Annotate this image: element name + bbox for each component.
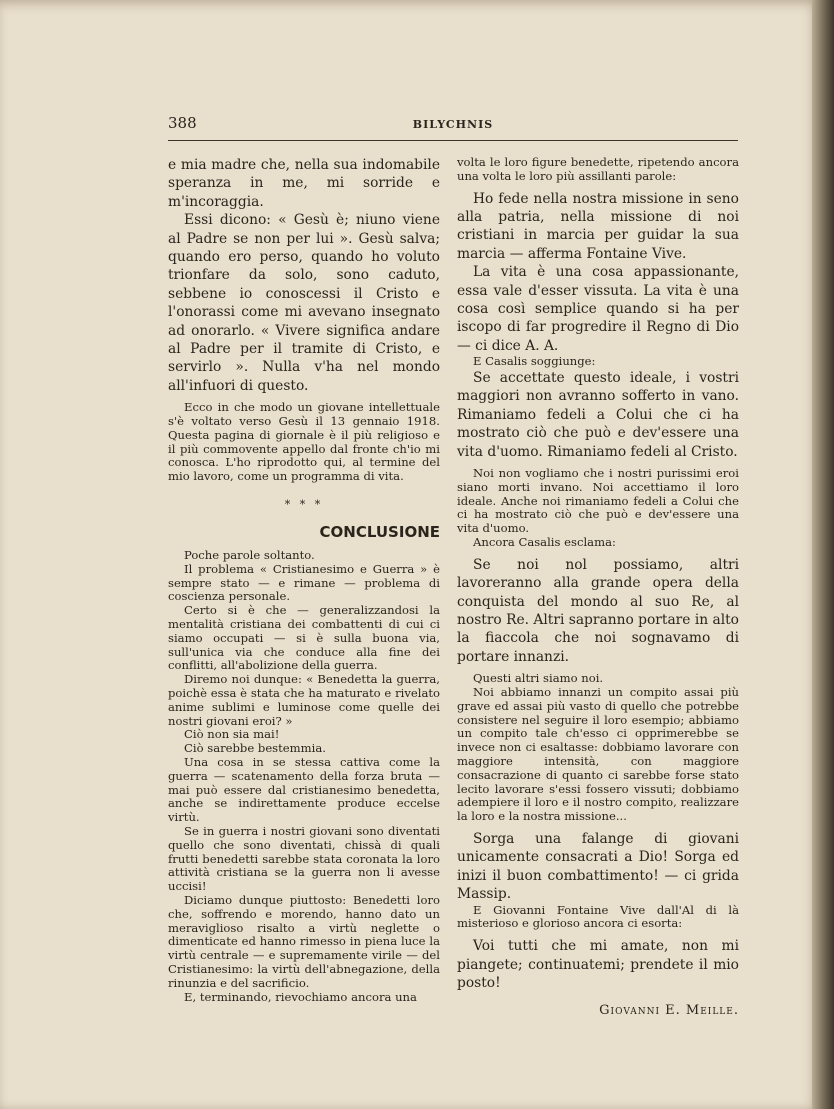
running-title: BILYCHNIS xyxy=(412,118,494,131)
paragraph: e mia madre che, nella sua indomabile speranza in me, mi sorride e m'incoraggia. xyxy=(168,157,440,210)
left-column-bottom xyxy=(168,549,440,1004)
paragraph: Noi abbiamo innanzi un compito assai più grave ed assai più vasto di quello che potrebbe consistere nel seguire il loro esempio; abbiamo un compito tale ch'esso ci opprimerebbe se invece non ci esaltasse: dobbiamo lavorare con maggiore intensità, con maggiore consacrazione di quanto ci sarebbe forse stato lecito lavorare s'essi fossero vissuti; dobbiamo adempiere il loro e il nostro compito, realizzare la loro e la nostra missione... xyxy=(457,685,739,824)
paragraph: Ciò non sia mai! xyxy=(184,727,280,742)
paragraph: Certo si è che — generalizzandosi la mentalità cristiana dei combattenti di cui ci siamo occupati — si è sulla buona via, sull'unica via che conduce alla fine dei conflitti, all'abolizione della guerra. xyxy=(168,603,440,673)
left-column-top xyxy=(168,156,440,484)
paragraph: Ho fede nella nostra missione in seno alla patria, nella missione di noi cristiani in marcia per guidar la sua marcia — afferma Fontaine Vive. xyxy=(457,190,739,262)
left-column xyxy=(168,156,440,1004)
paragraph: E Casalis soggiunge: xyxy=(473,354,596,369)
paragraph: La vita è una cosa appassionante, essa vale d'esser vissuta. La vita è una cosa così semplice quando si ha per iscopo di far progredire il Regno di Dio — ci dice A. A. xyxy=(457,264,739,354)
paragraph: Diciamo dunque piuttosto: Benedetti loro che, soffrendo e morendo, hanno dato un meraviglioso risalto a virtù neglette o dimenticate ed hanno rimesso in piena luce la virtù centrale — e supremamente virile — del Cristianesimo: la virtù dell'abnegazione, della rinunzia e del sacrificio. xyxy=(168,892,440,990)
paragraph: E, terminando, rievochiamo ancora una xyxy=(184,989,417,1004)
paragraph: Una cosa in se stessa cattiva come la guerra — scatenamento della forza bruta — mai può essere dal cristianesimo benedetta, anche se indirettamente produce eccelse virtù. xyxy=(168,755,440,825)
paragraph: Sorga una falange di giovani unicamente consacrati a Dio! Sorga ed inizi il buon combattimento! — ci grida Massip. xyxy=(457,831,739,903)
page-number: 388 xyxy=(168,114,197,132)
paragraph: Ancora Casalis esclama: xyxy=(473,535,616,550)
paragraph: Se accettate questo ideale, i vostri maggiori non avranno sofferto in vano. Rimaniamo fedeli a Colui che ci ha mostrato ciò che può e dev'essere una vita d'uomo. Rimaniamo fedeli al Cristo. xyxy=(457,370,739,460)
paragraph: volta le loro figure benedette, ripetendo ancora una volta le loro più assillanti parole: xyxy=(457,155,739,183)
paragraph: Essi dicono: « Gesù è; niuno viene al Padre se non per lui ». Gesù salva; quando ero perso, quando ho voluto trionfare da solo, sono caduto, sebbene io conoscessi il Cristo e l'onorassi come mi avevano insegnato ad onorarlo. « Vivere significa andare al Padre per il tramite di Cristo, e servirlo ». Nulla v'ha nel mondo all'infuori di questo. xyxy=(168,212,440,394)
right-column xyxy=(457,156,739,1018)
paragraph: Se in guerra i nostri giovani sono diventati quello che sono diventati, chissà di quali frutti benedetti sarebbe stata coronata la loro attività cristiana se la guerra non li avesse uccisi! xyxy=(168,824,440,894)
paragraph: E Giovanni Fontaine Vive dall'Al di là misterioso e glorioso ancora ci esorta: xyxy=(457,902,739,931)
paragraph: Il problema « Cristianesimo e Guerra » è sempre stato — e rimane — problema di coscienza personale. xyxy=(168,561,440,604)
paragraph: Voi tutti che mi amate, non mi piangete; continuatemi; prendete il mio posto! xyxy=(457,938,739,992)
paragraph: Noi non vogliamo che i nostri purissimi eroi siano morti invano. Noi accettiamo il loro ideale. Anche noi rimaniamo fedeli a Colui che ci ha mostrato ciò che può e dev'essere una vita d'uomo. xyxy=(457,466,739,536)
paragraph: Diremo noi dunque: « Benedetta la guerra, poichè essa è stata che ha maturato e rivelato anime sublimi e luminose come quelle dei nostri giovani eroi? » xyxy=(168,672,440,728)
paragraph: Ciò sarebbe bestemmia. xyxy=(184,741,326,756)
right-column-body xyxy=(457,156,739,993)
page-edge xyxy=(812,0,834,1109)
paragraph: Se noi nol possiamo, altri lavoreranno alla grande opera della conquista del mondo al suo Re, al nostro Re. Altri sapranno portare in alto la fiaccola che noi sognavamo di portare innanzi. xyxy=(457,556,739,665)
paragraph: Ecco in che modo un giovane intellettuale s'è voltato verso Gesù il 13 gennaio 1918. Questa pagina di giornale è il più religioso e il più commovente appello dal fronte ch'io mi conosca. L'ho riprodotto qui, al termine del mio lavoro, come un programma di vita. xyxy=(168,400,440,484)
page-header xyxy=(168,114,738,141)
section-separator: * * * xyxy=(284,498,324,512)
author-signature: Giovanni E. Meille. xyxy=(599,1002,739,1018)
paragraph: Poche parole soltanto. xyxy=(184,548,315,563)
section-title: CONCLUSIONE xyxy=(319,523,440,542)
paragraph: Questi altri siamo noi. xyxy=(473,671,604,686)
